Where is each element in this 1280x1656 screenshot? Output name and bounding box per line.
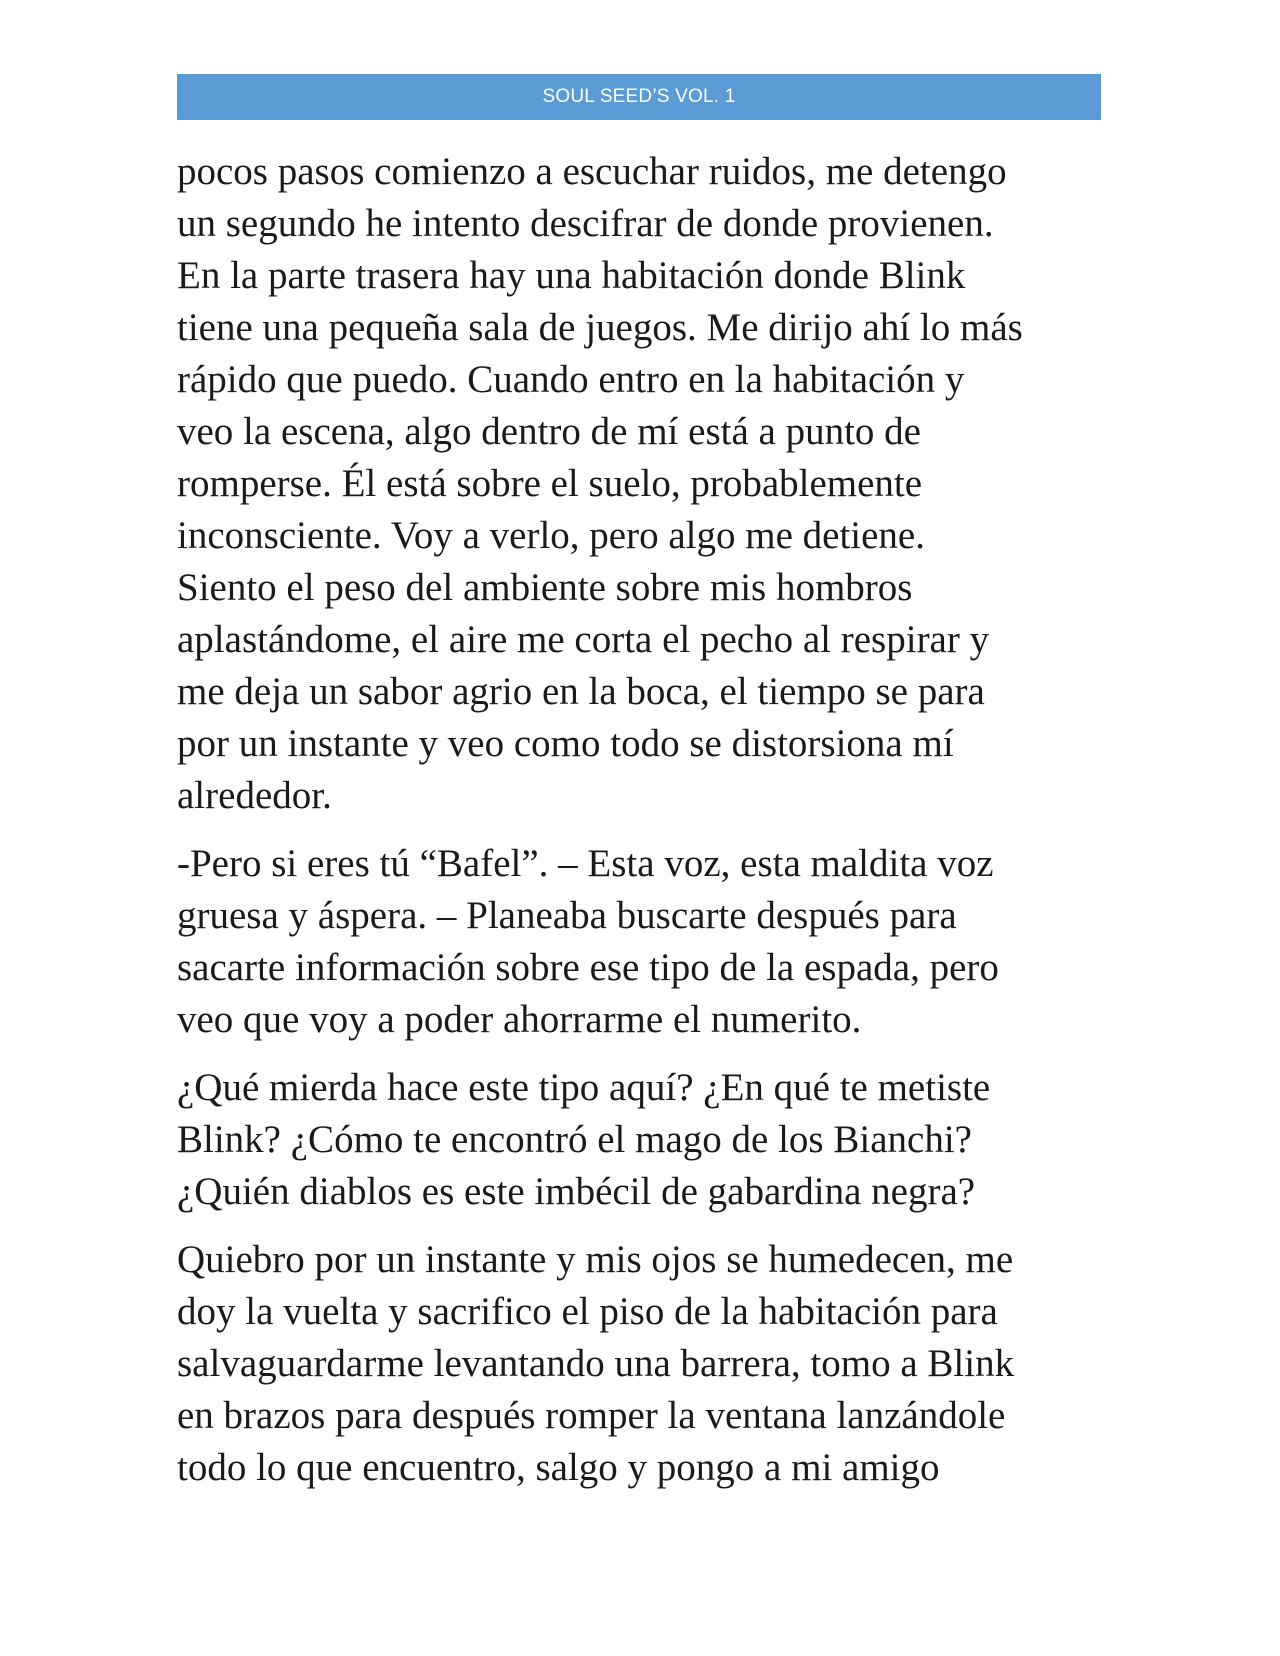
text-line: veo que voy a poder ahorrarme el numerito. [177, 998, 862, 1041]
paragraph-2 [177, 838, 1107, 1046]
running-header [177, 74, 1101, 120]
text-line: me deja un sabor agrio en la boca, el tiempo se para [177, 670, 985, 713]
text-line: ¿Quién diablos es este imbécil de gabardina negra? [177, 1170, 976, 1213]
text-line: todo lo que encuentro, salgo y pongo a mi amigo [177, 1446, 940, 1489]
header-title: SOUL SEED’S VOL. 1 [542, 86, 736, 107]
text-line: gruesa y áspera. – Planeaba buscarte después para [177, 894, 957, 937]
text-line: doy la vuelta y sacrifico el piso de la habitación para [177, 1290, 998, 1333]
text-line: Quiebro por un instante y mis ojos se humedecen, me [177, 1238, 1014, 1281]
text-line: romperse. Él está sobre el suelo, probablemente [177, 462, 923, 505]
paragraph-1 [177, 146, 1107, 822]
text-line: Siento el peso del ambiente sobre mis hombros [177, 566, 913, 609]
paragraph-3 [177, 1062, 1107, 1218]
paragraph-4 [177, 1234, 1107, 1494]
text-line: -Pero si eres tú “Bafel”. – Esta voz, esta maldita voz [177, 842, 994, 885]
text-line: rápido que puedo. Cuando entro en la habitación y [177, 358, 965, 401]
body-text [177, 146, 1107, 1510]
text-line: ¿Qué mierda hace este tipo aquí? ¿En qué te metiste [177, 1066, 991, 1109]
text-line: pocos pasos comienzo a escuchar ruidos, me detengo [177, 150, 1007, 193]
text-line: por un instante y veo como todo se distorsiona mí [177, 722, 954, 765]
text-line: inconsciente. Voy a verlo, pero algo me detiene. [177, 514, 925, 557]
text-line: un segundo he intento descifrar de donde provienen. [177, 202, 994, 245]
text-line: aplastándome, el aire me corta el pecho al respirar y [177, 618, 990, 661]
text-line: Blink? ¿Cómo te encontró el mago de los Bianchi? [177, 1118, 972, 1161]
text-line: veo la escena, algo dentro de mí está a punto de [177, 410, 921, 453]
text-line: salvaguardarme levantando una barrera, tomo a Blink [177, 1342, 1015, 1385]
text-line: alrededor. [177, 774, 332, 817]
text-line: en brazos para después romper la ventana lanzándole [177, 1394, 1006, 1437]
text-line: En la parte trasera hay una habitación donde Blink [177, 254, 966, 297]
text-line: tiene una pequeña sala de juegos. Me dirijo ahí lo más [177, 306, 1023, 349]
text-line: sacarte información sobre ese tipo de la espada, pero [177, 946, 999, 989]
